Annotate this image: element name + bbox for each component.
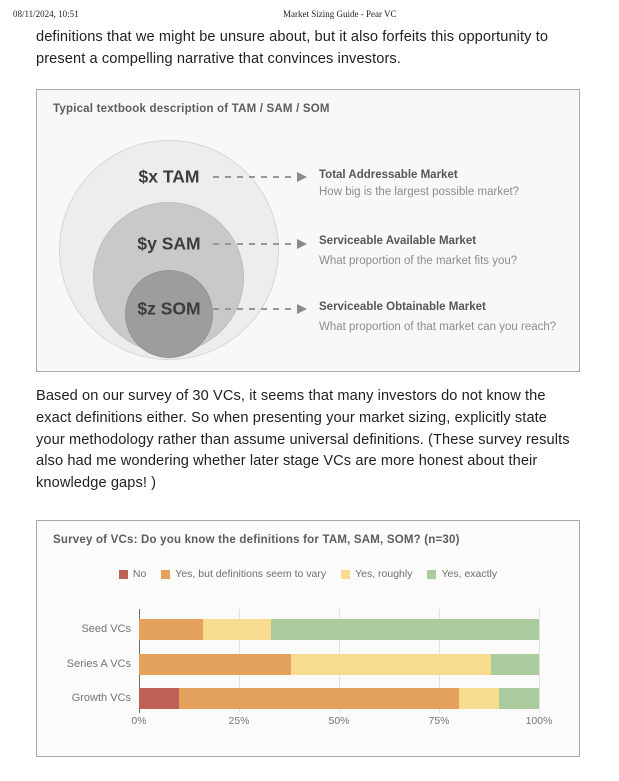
chart-title: Survey of VCs: Do you know the definitions for TAM, SAM, SOM? (n=30) — [53, 534, 460, 546]
stacked-bar — [139, 688, 539, 709]
definition-title: Serviceable Obtainable Market — [319, 301, 486, 313]
category-label: Growth VCs — [71, 692, 131, 704]
category-label: Seed VCs — [81, 623, 131, 635]
chart-plot-area — [37, 521, 579, 756]
print-header — [0, 6, 619, 20]
dashed-line — [213, 243, 295, 245]
som-arrow — [213, 304, 309, 314]
paragraph-survey — [36, 386, 596, 495]
definition-question: How big is the largest possible market? — [319, 186, 520, 198]
arrow-right-icon — [297, 239, 307, 249]
definition-title: Total Addressable Market — [319, 169, 458, 181]
bar-segment — [491, 654, 539, 675]
print-page-title: Market Sizing Guide - Pear VC — [283, 9, 397, 19]
som-label: $z SOM — [137, 298, 201, 319]
bar-segment — [139, 654, 291, 675]
tam-sam-som-diagram-panel — [36, 89, 580, 372]
x-tick-label: 0% — [131, 715, 147, 727]
sam-arrow — [213, 239, 309, 249]
paragraph-line: exact definitions either. So when presenting your market sizing, explicitly state — [36, 409, 548, 426]
definition-question: What proportion of that market can you reach? — [319, 321, 557, 333]
x-tick-label: 100% — [525, 715, 553, 727]
dashed-line — [213, 308, 295, 310]
paragraph-line: definitions that we might be unsure about, but it also forfeits this opportunity to — [36, 29, 549, 45]
x-tick-label: 75% — [428, 715, 450, 727]
bar-segment — [459, 688, 499, 709]
stacked-bar — [139, 654, 539, 675]
arrow-right-icon — [297, 172, 307, 182]
legend-label: No — [132, 568, 147, 580]
bar-segment — [499, 688, 539, 709]
paragraph-line: present a compelling narrative that convinces investors. — [36, 50, 401, 67]
legend-label: Yes, roughly — [355, 568, 413, 580]
dashed-line — [213, 176, 295, 178]
bar-segment — [139, 688, 179, 709]
arrow-right-icon — [297, 304, 307, 314]
paragraph-line: also had me wondering whether later stage VCs are more honest about their — [36, 453, 538, 470]
survey-chart-panel — [36, 520, 580, 757]
gridline — [539, 609, 540, 713]
x-tick-label: 50% — [328, 715, 350, 727]
definition-question: What proportion of the market fits you? — [319, 255, 518, 267]
legend-label: Yes, but definitions seem to vary — [175, 568, 327, 580]
category-label: Series A VCs — [66, 658, 131, 670]
legend-label: Yes, exactly — [441, 568, 498, 580]
stacked-bar — [139, 619, 539, 640]
sam-definition — [319, 235, 569, 267]
bar-segment — [271, 619, 539, 640]
tam-label: $x TAM — [138, 166, 200, 187]
tam-definition — [319, 169, 569, 198]
paragraph-intro — [36, 27, 596, 71]
paragraph-line: Based on our survey of 30 VCs, it seems that many investors do not know the — [36, 388, 546, 404]
bar-segment — [139, 619, 203, 640]
bar-segment — [291, 654, 491, 675]
x-tick-label: 25% — [228, 715, 250, 727]
sam-label: $y SAM — [137, 233, 201, 254]
bar-segment — [203, 619, 271, 640]
tam-arrow — [213, 172, 309, 182]
som-definition — [319, 301, 569, 333]
diagram-title: Typical textbook description of TAM / SAM / SOM — [53, 103, 330, 115]
bar-segment — [179, 688, 459, 709]
definition-title: Serviceable Available Market — [319, 235, 477, 247]
paragraph-line: your methodology rather than assume universal definitions. (These survey results — [36, 431, 570, 448]
paragraph-line: knowledge gaps! ) — [36, 475, 157, 492]
print-datetime: 08/11/2024, 10:51 — [13, 9, 79, 19]
